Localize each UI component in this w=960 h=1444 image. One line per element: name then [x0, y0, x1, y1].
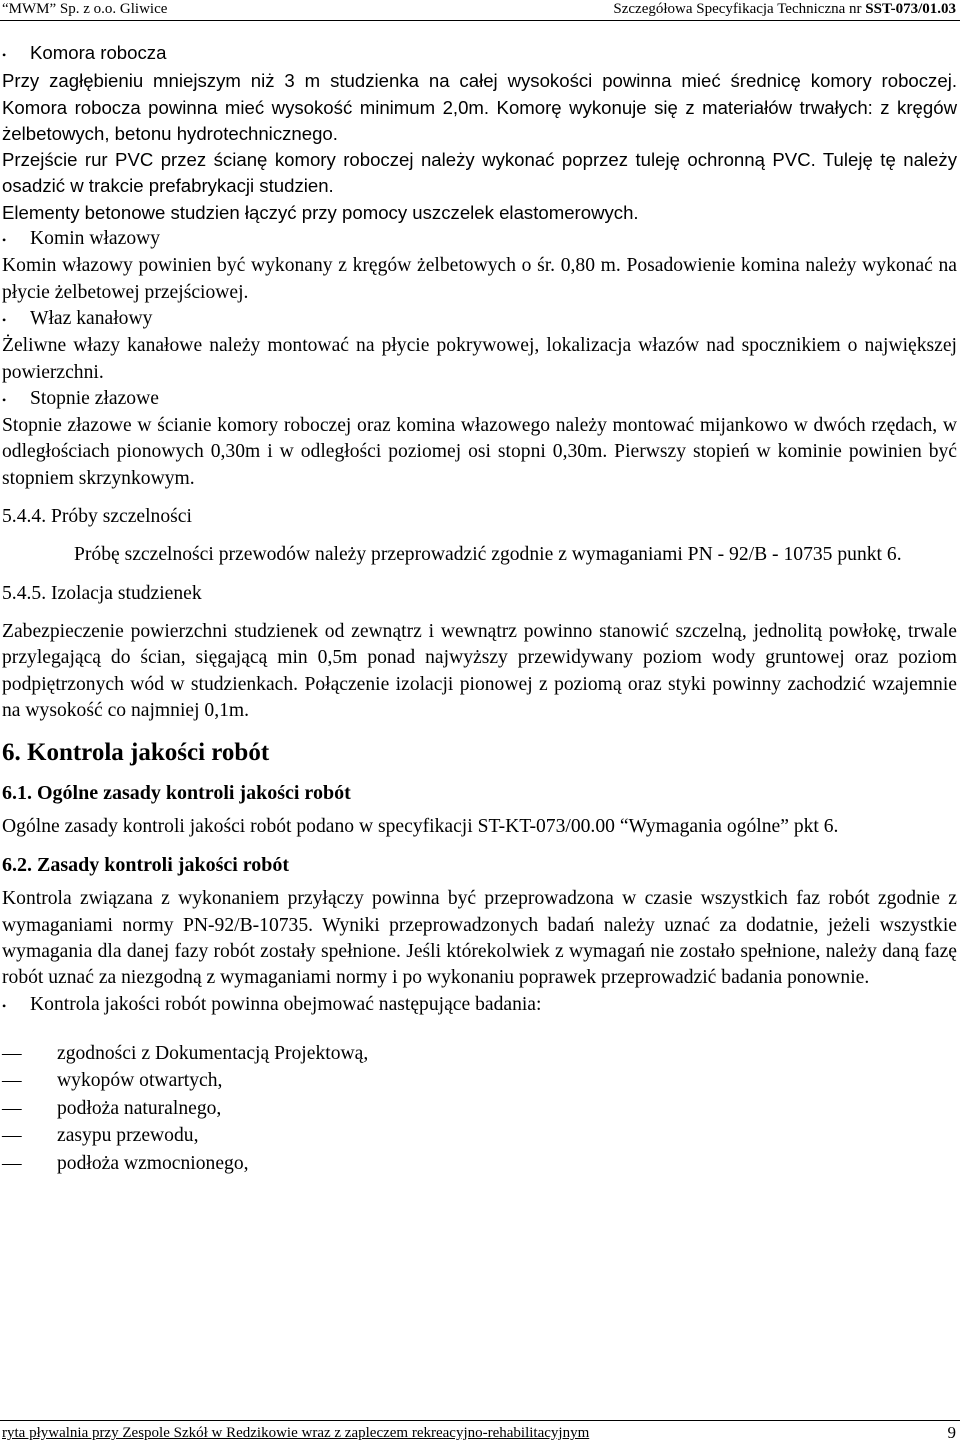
wlaz-paragraph: Żeliwne włazy kanałowe należy montować na płycie pokrywowej, lokalizacja włazów nad spocznikiem o największej powierzchni. — [2, 335, 957, 383]
list-item-text: podłoża naturalnego, — [57, 1097, 222, 1119]
section-6-heading: 6. Kontrola jakości robót — [2, 739, 270, 767]
section-544-heading: 5.4.4. Próby szczelności — [2, 506, 192, 528]
footer-project: ryta pływalnia przy Zespole Szkół w Redzikowie wraz z zapleczem rekreacyjno-rehabilitacyjnym — [2, 1425, 590, 1441]
badania-list — [2, 1041, 957, 1179]
kontrola-bullet-text: Kontrola jakości robót powinna obejmować następujące badania: — [30, 993, 542, 1015]
header-spec-prefix: Szczegółowa Specyfikacja Techniczna nr — [613, 1, 866, 17]
bullet-icon: • — [2, 233, 7, 248]
bullet-wlaz — [2, 306, 957, 333]
section-544-text: Próbę szczelności przewodów należy przeprowadzić zgodnie z wymaganiami PN - 92/B - 10735 punkt 6. — [74, 544, 902, 566]
komora-paragraph-2: Przejście rur PVC przez ścianę komory roboczej należy wykonać poprzez tuleję ochronną PVC. Tuleję tę należy osadzić w trakcie prefabrykacji studzien. — [2, 149, 957, 197]
stopnie-title: Stopnie złazowe — [30, 387, 159, 409]
page-header — [0, 0, 960, 21]
list-item-text: zasypu przewodu, — [57, 1125, 199, 1147]
bullet-icon: • — [2, 998, 7, 1013]
bullet-kontrola — [2, 992, 957, 1019]
section-62-heading: 6.2. Zasady kontroli jakości robót — [2, 854, 290, 877]
list-item-text: podłoża wzmocnionego, — [57, 1152, 249, 1174]
list-item-text: wykopów otwartych, — [57, 1070, 223, 1092]
header-company: “MWM” Sp. z o.o. Gliwice — [2, 1, 168, 17]
list-item — [2, 1151, 957, 1179]
section-545-heading: 5.4.5. Izolacja studzienek — [2, 582, 202, 604]
dash-icon: — — [2, 1125, 22, 1147]
header-spec — [613, 0, 956, 18]
komora-title: Komora robocza — [30, 42, 167, 63]
dash-icon: — — [2, 1042, 22, 1064]
dash-icon: — — [2, 1152, 22, 1174]
komin-title: Komin włazowy — [30, 228, 161, 250]
section-61-heading: 6.1. Ogólne zasady kontroli jakości robót — [2, 782, 351, 805]
section-545-text: Zabezpieczenie powierzchni studzienek od zewnątrz i wewnątrz powinno stanowić szczelną, jednolitą powłokę, trwale przylegającą do ścian, sięgającą min 0,5m ponad najwyższy przewidywany poziom wody gruntowej oraz poziom podpiętrzonych wód w studzienkach. Połączenie izolacji pionowej z poziomą oraz styki powinny zachodzić wzajemnie na wysokość co najmniej 0,1m. — [2, 620, 957, 721]
section-61-text: Ogólne zasady kontroli jakości robót podano w specyfikacji ST-KT-073/00.00 “Wymagania ogólne” pkt 6. — [2, 816, 839, 838]
bullet-komora — [2, 40, 957, 68]
bullet-icon: • — [2, 48, 7, 62]
komin-paragraph: Komin włazowy powinien być wykonany z kręgów żelbetowych o śr. 0,80 m. Posadowienie komina należy wykonać na płycie żelbetowej przejściowej. — [2, 255, 957, 303]
dash-icon: — — [2, 1097, 22, 1119]
komora-paragraph-1: Przy zagłębieniu mniejszym niż 3 m studzienka na całej wysokości powinna mieć średnicę komory roboczej. Komora robocza powinna mieć wysokość minimum 2,0m. Komorę wykonuje się z materiałów trwałych: z kręgów żelbetowych, betonu hydrotechnicznego. — [2, 70, 957, 144]
dash-icon: — — [2, 1070, 22, 1092]
document-body — [2, 40, 957, 1178]
header-spec-code: SST-073/01.03 — [865, 1, 956, 17]
list-item — [2, 1123, 957, 1151]
page-number: 9 — [947, 1423, 956, 1442]
bullet-icon: • — [2, 392, 7, 407]
section-62-text: Kontrola związana z wykonaniem przyłączy powinna być przeprowadzona w czasie wszystkich faz robót zgodnie z wymaganiami normy PN-92/B-10735. Wyniki przeprowadzonych badań należy uznać za dodatnie, jeżeli wszystkie wymagania dla danej fazy robót zostały spełnione. Jeśli którekolwiek z wymagań nie zostało spełnione, należy daną fazę robót uznać za niezgodną z wymaganiami normy i po wykonaniu poprawek przeprowadzić badania ponownie. — [2, 888, 957, 989]
bullet-icon: • — [2, 312, 7, 327]
list-item-text: zgodności z Dokumentacją Projektową, — [57, 1042, 369, 1064]
list-item — [2, 1068, 957, 1096]
wlaz-title: Właz kanałowy — [30, 307, 153, 329]
list-item — [2, 1041, 957, 1069]
stopnie-paragraph: Stopnie złazowe w ścianie komory roboczej oraz komina włazowego należy montować mijankowo w dwóch rzędach, w odległościach pionowych 0,30m i w odległości poziomej osi stopni 0,30m. Pierwszy stopień w kominie powinien być stopniem skrzynkowym. — [2, 415, 957, 489]
page-footer — [0, 1420, 960, 1443]
bullet-stopnie — [2, 386, 957, 413]
list-item — [2, 1096, 957, 1124]
komora-paragraph-3: Elementy betonowe studzien łączyć przy pomocy uszczelek elastomerowych. — [2, 201, 639, 223]
bullet-komin — [2, 226, 957, 253]
